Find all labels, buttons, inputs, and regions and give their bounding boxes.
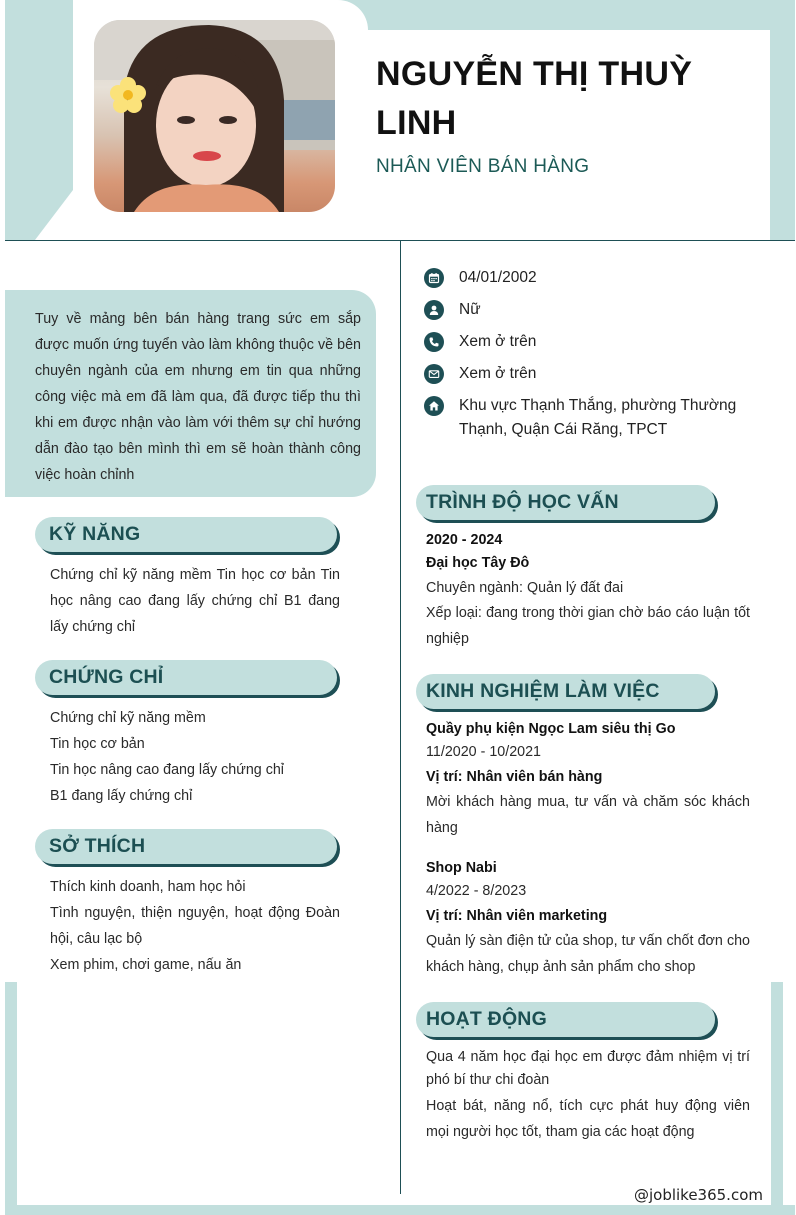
hobbies-heading: SỞ THÍCH: [35, 829, 337, 864]
job-period: 4/2022 - 8/2023: [426, 883, 527, 899]
certificate-item: B1 đang lấy chứng chỉ: [50, 788, 193, 804]
experience-job: [426, 857, 750, 980]
calendar-icon: [424, 268, 444, 288]
activity-item: Qua 4 năm học đại học em được đảm nhiệm vị trí phó bí thư chi đoàn: [426, 1049, 750, 1088]
hobby-item: Thích kinh doanh, ham học hỏi: [50, 879, 246, 895]
skills-text: Chứng chỉ kỹ năng mềm Tin học cơ bản Tin học nâng cao đang lấy chứng chỉ B1 đang lấy chứng chỉ: [50, 567, 340, 635]
education-school: Đại học Tây Đô: [426, 555, 530, 571]
job-description: Quản lý sàn điện tử của shop, tư vấn chốt đơn cho khách hàng, chụp ảnh sản phẩm cho shop: [426, 933, 750, 975]
education-grade: Xếp loại: đang trong thời gian chờ báo cáo luận tốt nghiệp: [426, 605, 750, 647]
photo-card-tail: [35, 190, 73, 240]
job-company: Quầy phụ kiện Ngọc Lam siêu thị Go: [426, 721, 676, 737]
address-value: Khu vực Thạnh Thắng, phường Thường Thạnh, Quận Cái Răng, TPCT: [459, 397, 737, 438]
contact-email: [424, 364, 754, 386]
frame-bottom: [5, 1205, 795, 1215]
email-value: Xem ở trên: [459, 365, 537, 382]
certificate-item: Chứng chỉ kỹ năng mềm: [50, 710, 206, 726]
education-heading: TRÌNH ĐỘ HỌC VẤN: [416, 485, 715, 520]
job-description: Mời khách hàng mua, tư vấn và chăm sóc khách hàng: [426, 794, 750, 836]
certificates-heading: CHỨNG CHỈ: [35, 660, 337, 695]
contact-address: [424, 396, 754, 442]
hobby-item: Tình nguyện, thiện nguyện, hoạt động Đoàn hội, câu lạc bộ: [50, 905, 340, 947]
career-summary-box: [5, 290, 376, 497]
education-period: 2020 - 2024: [426, 532, 503, 548]
career-summary-text: Tuy về mảng bên bán hàng trang sức em sắp được muốn ứng tuyển vào làm không thuộc về bên chuyên ngành của em nhưng em tin qua những công việc mà em đã làm qua, đã được tiếp thu thì khi em được nhận vào làm với thêm sự chỉ hướng dẫn đào tạo bên mình thì em sẽ hoàn thành công việc hoàn chỉnh: [35, 311, 361, 483]
hobbies-section: [50, 874, 340, 978]
certificate-item: Tin học nâng cao đang lấy chứng chỉ: [50, 762, 284, 778]
skills-section: [50, 562, 340, 640]
frame-left: [5, 982, 17, 1215]
experience-job: [426, 718, 750, 841]
job-period: 11/2020 - 10/2021: [426, 744, 542, 760]
job-position: Vị trí: Nhân viên bán hàng: [426, 769, 603, 785]
job-title: NHÂN VIÊN BÁN HÀNG: [376, 156, 590, 177]
profile-photo: [94, 20, 335, 212]
experience-heading: KINH NGHIỆM LÀM VIỆC: [416, 674, 715, 709]
hobby-item: Xem phim, chơi game, nấu ăn: [50, 957, 242, 973]
activities-heading: HOẠT ĐỘNG: [416, 1002, 715, 1037]
column-divider: [400, 241, 401, 1194]
certificates-section: [50, 705, 340, 809]
activity-item: Hoạt bát, năng nổ, tích cực phát huy động viên mọi người học tốt, tham gia các hoạt động: [426, 1098, 750, 1140]
activities-section: [426, 1046, 750, 1145]
mail-icon: [424, 364, 444, 384]
watermark: @joblike365.com: [633, 1186, 763, 1204]
frame-right: [771, 982, 783, 1215]
education-major: Chuyên ngành: Quản lý đất đai: [426, 580, 624, 596]
user-icon: [424, 300, 444, 320]
candidate-name: NGUYỄN THỊ THUỲ LINH: [376, 55, 693, 142]
education-section: [426, 529, 750, 652]
skills-heading: KỸ NĂNG: [35, 517, 337, 552]
birthday-value: 04/01/2002: [459, 269, 537, 286]
certificate-item: Tin học cơ bản: [50, 736, 145, 752]
contact-birthday: [424, 268, 754, 290]
contact-phone: [424, 332, 754, 354]
gender-value: Nữ: [459, 301, 481, 318]
home-icon: [424, 396, 444, 416]
phone-icon: [424, 332, 444, 352]
job-position: Vị trí: Nhân viên marketing: [426, 908, 608, 924]
phone-value: Xem ở trên: [459, 333, 537, 350]
contact-gender: [424, 300, 754, 322]
job-company: Shop Nabi: [426, 860, 497, 876]
